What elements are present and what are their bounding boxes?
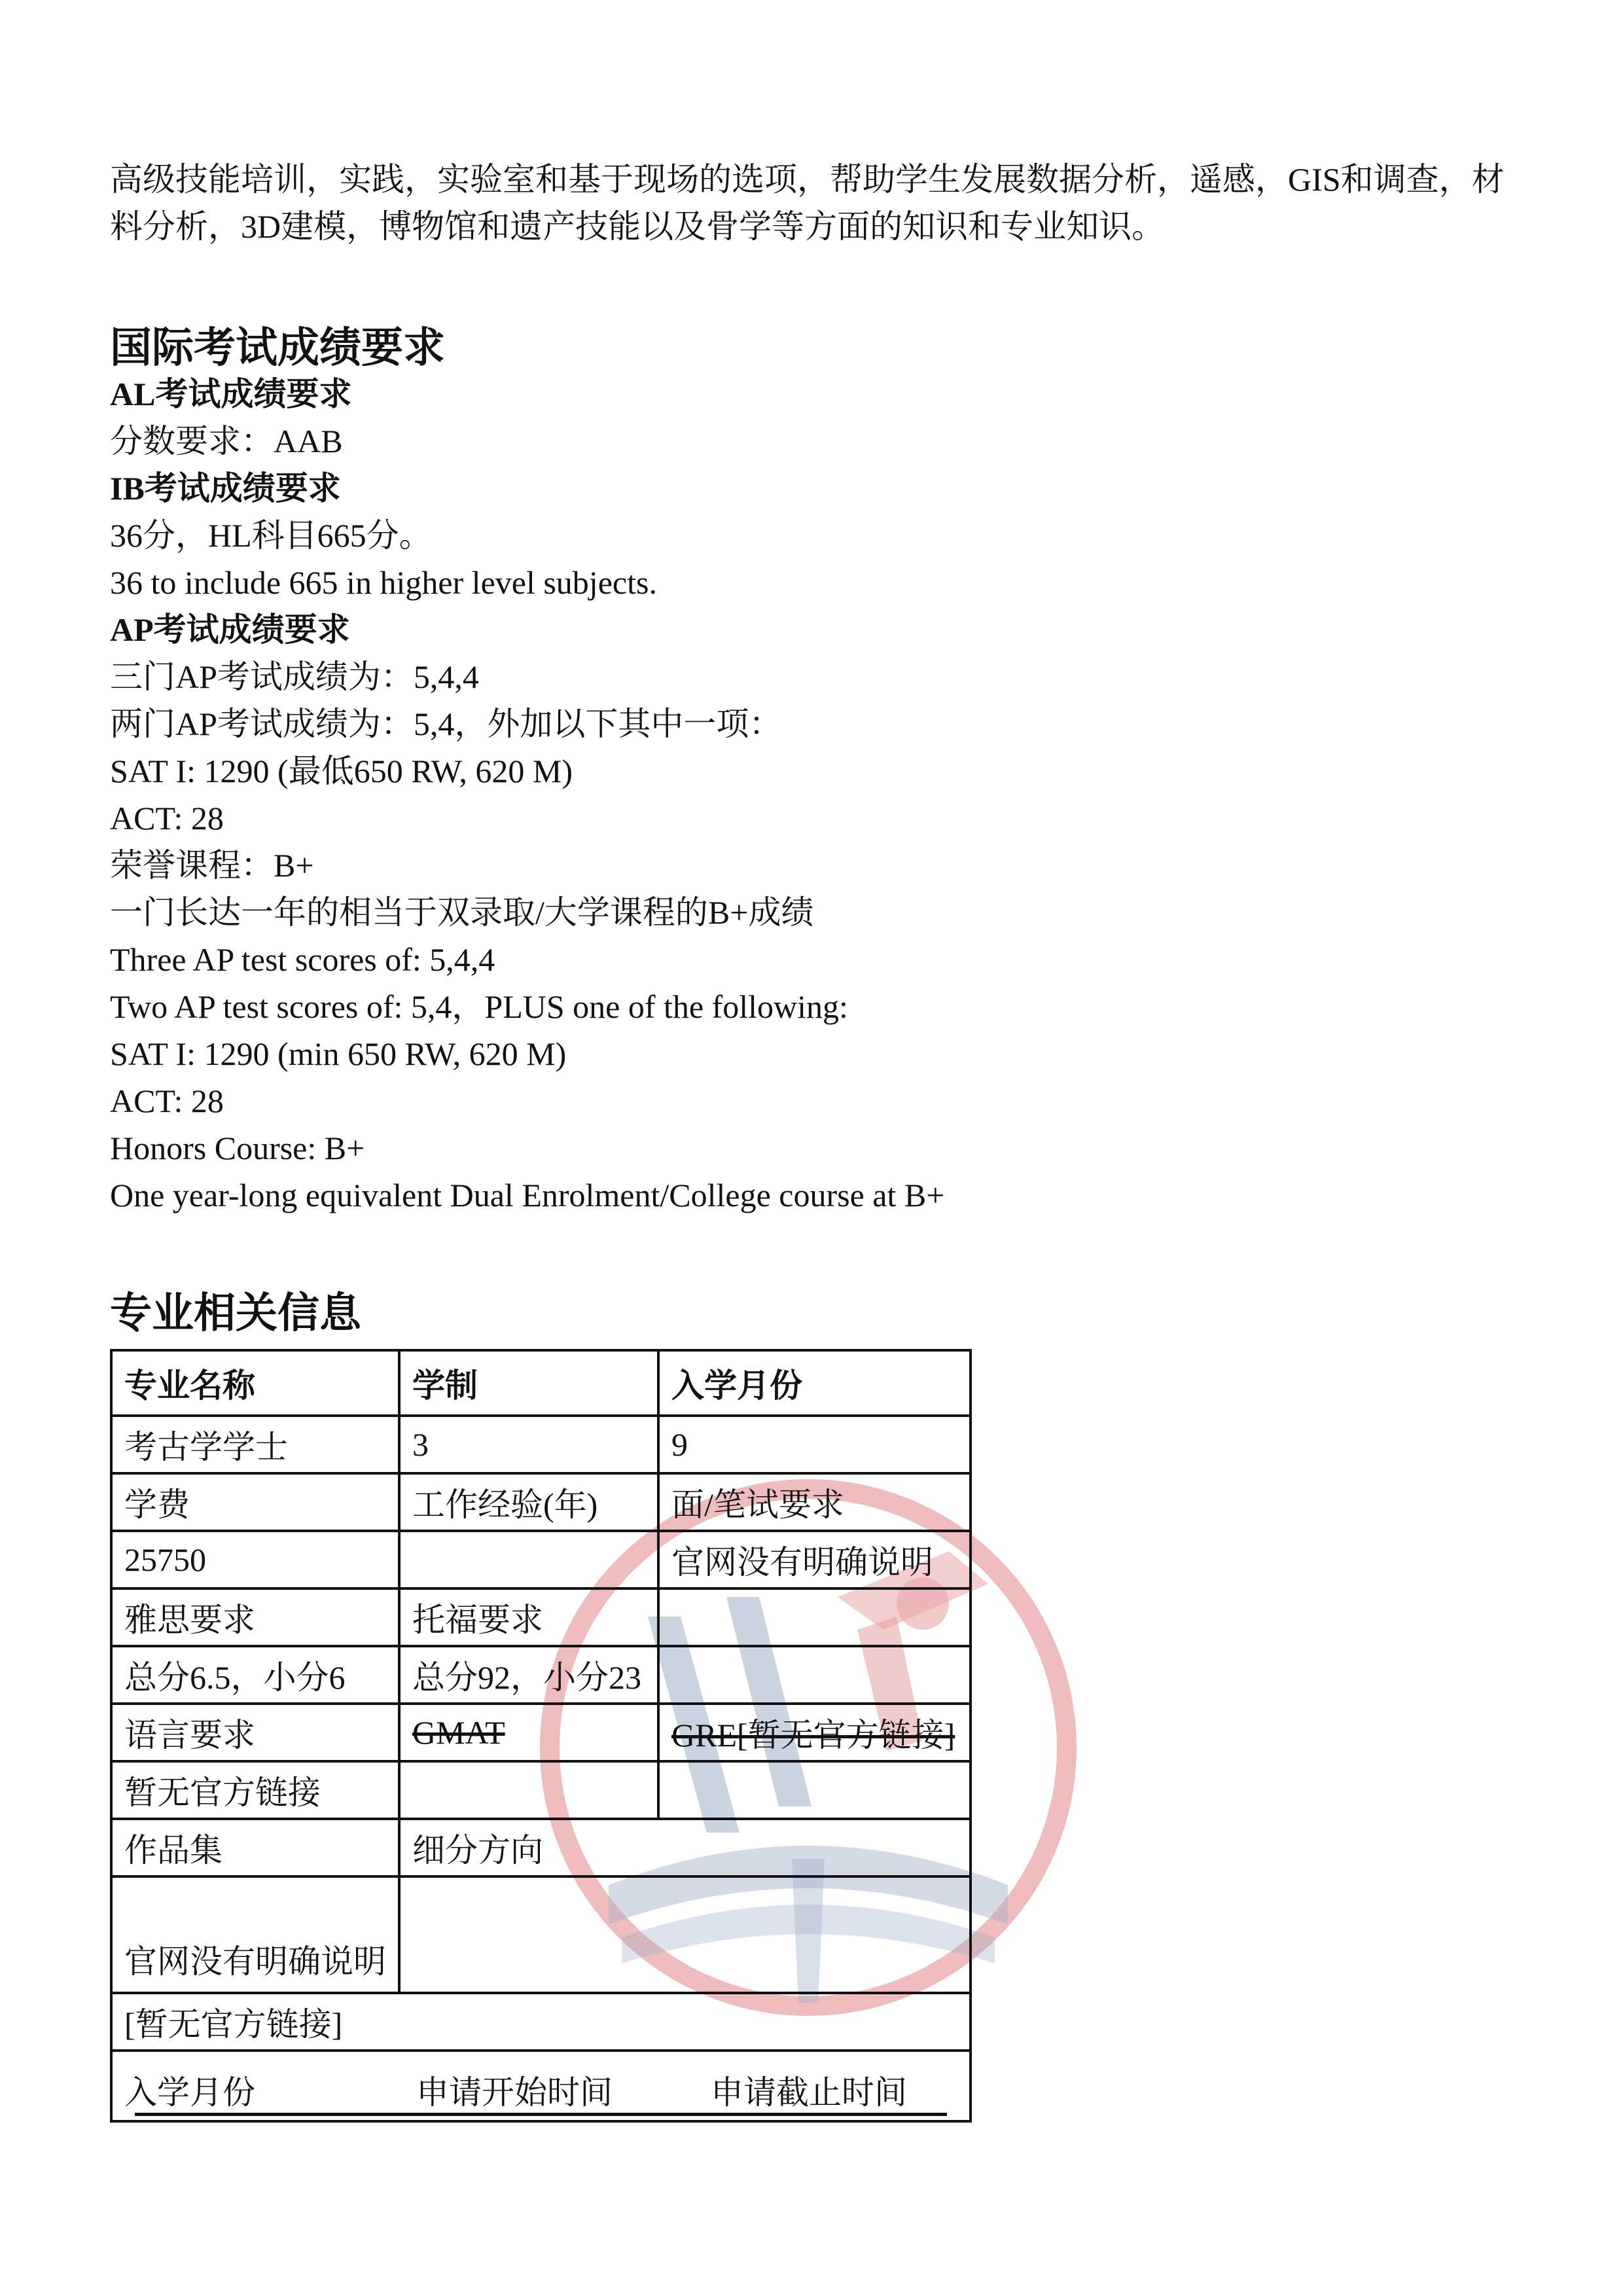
ap-line: ACT: 28 bbox=[110, 1083, 224, 1119]
table-cell: 3 bbox=[399, 1416, 658, 1473]
table-row bbox=[111, 1704, 971, 1761]
application-start-label: 申请开始时间 bbox=[416, 2074, 613, 2111]
ib-title: IB考试成绩要求 bbox=[110, 470, 341, 507]
ib-line: 36 to include 665 in higher level subjects. bbox=[110, 564, 657, 601]
table-row bbox=[111, 2051, 971, 2121]
table-cell bbox=[399, 1531, 658, 1588]
ap-line: ACT: 28 bbox=[110, 800, 224, 836]
ap-line: SAT I: 1290 (min 650 RW, 620 M) bbox=[110, 1035, 567, 1072]
table-row bbox=[111, 1531, 971, 1588]
ap-line: 荣誉课程：B+ bbox=[110, 847, 314, 884]
table-row bbox=[111, 1819, 971, 1876]
table-row bbox=[111, 1993, 971, 2051]
major-info-table bbox=[110, 1349, 972, 2123]
table-cell: 学费 bbox=[111, 1473, 399, 1531]
ib-line: 36分，HL科目665分。 bbox=[110, 517, 432, 554]
ap-line: 两门AP考试成绩为：5,4，外加以下其中一项： bbox=[110, 706, 782, 742]
table-cell: 作品集 bbox=[111, 1819, 399, 1876]
table-row bbox=[111, 1588, 971, 1646]
table-cell-strikethrough: GRE[暂无官方链接] bbox=[658, 1704, 971, 1761]
ap-line: SAT I: 1290 (最低650 RW, 620 M) bbox=[110, 753, 573, 789]
table-cell: 25750 bbox=[111, 1531, 399, 1588]
table-cell: 托福要求 bbox=[399, 1588, 658, 1646]
table-cell bbox=[658, 1646, 971, 1704]
table-cell: 面/笔试要求 bbox=[658, 1473, 971, 1531]
table-header-cell: 学制 bbox=[399, 1350, 658, 1416]
table-cell: 官网没有明确说明 bbox=[658, 1531, 971, 1588]
al-score: 分数要求：AAB bbox=[110, 423, 343, 459]
table-cell: 细分方向 bbox=[399, 1819, 971, 1876]
table-cell: 工作经验(年) bbox=[399, 1473, 658, 1531]
dates-cell bbox=[111, 2051, 971, 2121]
table-cell: 官网没有明确说明 bbox=[111, 1876, 399, 1993]
ap-line: Honors Course: B+ bbox=[110, 1130, 365, 1166]
major-section-title: 专业相关信息 bbox=[110, 1289, 361, 1338]
table-cell: [暂无官方链接] bbox=[111, 1993, 971, 2051]
table-cell: 9 bbox=[658, 1416, 971, 1473]
application-deadline-label: 申请截止时间 bbox=[711, 2074, 907, 2111]
exam-requirements bbox=[110, 370, 1484, 1219]
ap-line: Three AP test scores of: 5,4,4 bbox=[110, 941, 495, 978]
ap-line: 一门长达一年的相当于双录取/大学课程的B+成绩 bbox=[110, 894, 814, 931]
ap-line: 三门AP考试成绩为：5,4,4 bbox=[110, 658, 479, 695]
table-row bbox=[111, 1646, 971, 1704]
table-row bbox=[111, 1416, 971, 1473]
exam-section-title: 国际考试成绩要求 bbox=[110, 324, 445, 372]
ap-line: One year-long equivalent Dual Enrolment/College course at B+ bbox=[110, 1177, 945, 1213]
table-header-cell: 入学月份 bbox=[658, 1350, 971, 1416]
table-row bbox=[111, 1473, 971, 1531]
table-cell bbox=[658, 1761, 971, 1819]
table-cell: 语言要求 bbox=[111, 1704, 399, 1761]
table-row bbox=[111, 1350, 971, 1416]
table-cell: 雅思要求 bbox=[111, 1588, 399, 1646]
table-row bbox=[111, 1876, 971, 1993]
ap-title: AP考试成绩要求 bbox=[110, 611, 350, 648]
table-cell bbox=[399, 1761, 658, 1819]
ap-line: Two AP test scores of: 5,4，PLUS one of the following: bbox=[110, 988, 848, 1025]
table-cell: 总分92，小分23 bbox=[399, 1646, 658, 1704]
table-cell bbox=[658, 1588, 971, 1646]
table-cell: 考古学学士 bbox=[111, 1416, 399, 1473]
al-title: AL考试成绩要求 bbox=[110, 376, 352, 412]
table-row bbox=[111, 1761, 971, 1819]
enroll-month-label: 入学月份 bbox=[124, 2074, 255, 2111]
table-cell-strikethrough: GMAT bbox=[399, 1704, 658, 1761]
table-cell: 总分6.5，小分6 bbox=[111, 1646, 399, 1704]
underline-divider bbox=[135, 2113, 947, 2116]
table-header-cell: 专业名称 bbox=[111, 1350, 399, 1416]
intro-paragraph: 高级技能培训，实践，实验室和基于现场的选项，帮助学生发展数据分析，遥感，GIS和调查，材料分析，3D建模，博物馆和遗产技能以及骨学等方面的知识和专业知识。 bbox=[110, 161, 1505, 245]
table-cell bbox=[399, 1876, 971, 1993]
table-cell: 暂无官方链接 bbox=[111, 1761, 399, 1819]
